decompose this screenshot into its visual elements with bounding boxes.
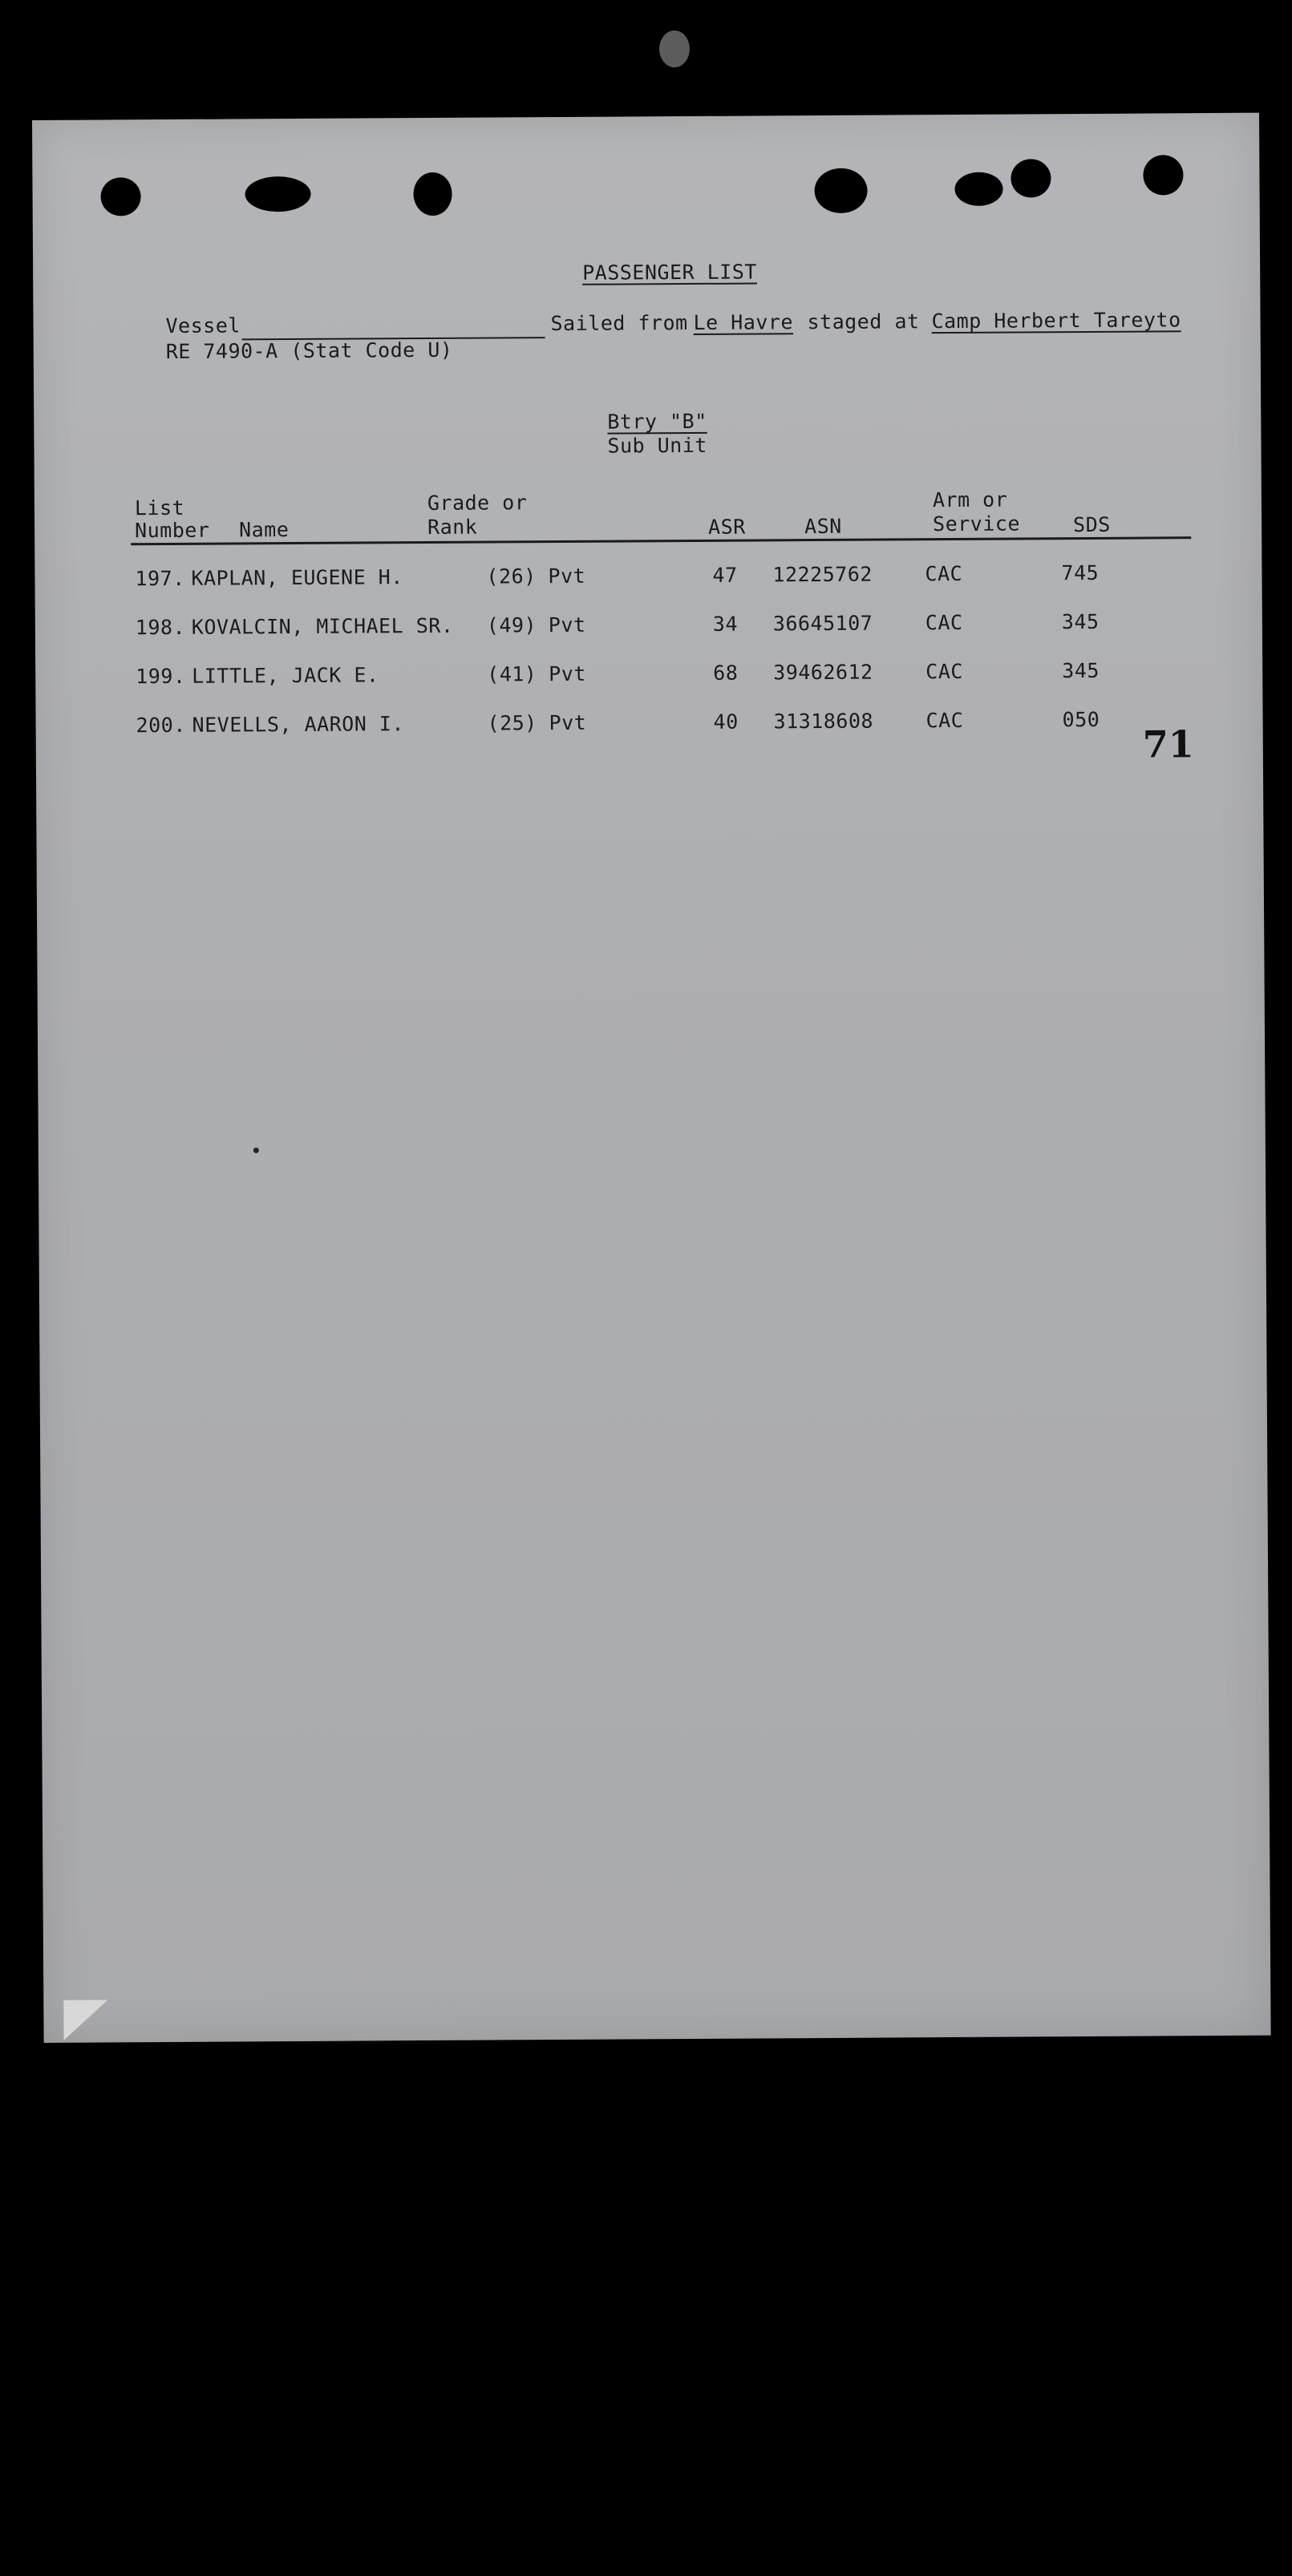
departure-port: Le Havre <box>693 310 794 334</box>
row-2-asr: 34 <box>712 612 739 636</box>
row-3-age: (41) <box>487 662 537 686</box>
punch-hole <box>1143 155 1183 195</box>
header-arm-top: Arm or <box>932 487 1008 512</box>
unit-line-1: Btry "B" <box>607 409 707 434</box>
header-list-bottom: Number <box>135 518 210 543</box>
row-4-sds: 050 <box>1062 707 1100 732</box>
staged-text: staged at <box>807 309 920 334</box>
punch-hole <box>100 177 140 216</box>
row-4-age: (25) <box>487 711 537 735</box>
row-4-asn: 31318608 <box>773 709 874 734</box>
row-4-name: NEVELLS, AARON I. <box>192 712 405 737</box>
row-1-asn: 12225762 <box>772 562 873 587</box>
vessel-label: Vessel <box>165 313 241 338</box>
header-list-top: List <box>134 495 185 520</box>
row-4-number: 200. <box>136 713 186 738</box>
header-sds: SDS <box>1073 512 1111 537</box>
ink-dot <box>253 1147 259 1153</box>
row-1-rank: Pvt <box>548 564 586 588</box>
dust-speck <box>659 30 690 67</box>
document-page <box>32 113 1271 2043</box>
punch-hole <box>245 176 310 212</box>
row-3-name: LITTLE, JACK E. <box>192 663 379 688</box>
row-3-rank: Pvt <box>549 661 586 686</box>
header-rule <box>131 536 1191 545</box>
row-4-arm: CAC <box>925 708 964 733</box>
punch-hole <box>814 168 867 213</box>
document-title: PASSENGER LIST <box>582 260 757 285</box>
header-arm-bottom: Service <box>933 512 1021 536</box>
header-grade-top: Grade or <box>427 491 528 515</box>
folded-corner <box>63 2000 107 2040</box>
page-number-stamp: 71 <box>1142 722 1194 766</box>
header-asr: ASR <box>708 515 746 539</box>
header-asn: ASN <box>804 514 842 539</box>
staging-camp: Camp Herbert Tareyto <box>931 308 1181 334</box>
row-2-name: KOVALCIN, MICHAEL SR. <box>191 613 454 639</box>
row-4-rank: Pvt <box>549 710 587 735</box>
row-1-asr: 47 <box>712 563 738 587</box>
re-code: RE 7490-A (Stat Code U) <box>165 338 453 363</box>
row-3-arm: CAC <box>925 659 963 684</box>
row-1-sds: 745 <box>1061 560 1100 585</box>
row-3-number: 199. <box>136 664 186 689</box>
punch-hole <box>413 172 452 216</box>
row-2-arm: CAC <box>925 610 963 635</box>
unit-line-2: Sub Unit <box>607 433 708 458</box>
header-name: Name <box>239 518 290 542</box>
row-4-asr: 40 <box>713 710 739 734</box>
sailed-text: Sailed from <box>550 311 688 336</box>
row-3-asr: 68 <box>713 661 739 685</box>
row-2-asn: 36645107 <box>772 611 873 636</box>
row-3-asn: 39462612 <box>773 660 873 685</box>
row-1-arm: CAC <box>925 561 963 586</box>
row-2-number: 198. <box>135 615 186 640</box>
row-2-age: (49) <box>486 613 537 637</box>
punch-hole <box>954 172 1002 206</box>
row-1-name: KAPLAN, EUGENE H. <box>191 565 403 590</box>
row-1-number: 197. <box>135 566 185 591</box>
row-1-age: (26) <box>486 564 537 588</box>
header-grade-bottom: Rank <box>427 515 478 539</box>
punch-hole <box>1011 159 1051 197</box>
row-2-rank: Pvt <box>548 613 586 637</box>
row-2-sds: 345 <box>1061 609 1100 634</box>
row-3-sds: 345 <box>1062 658 1100 683</box>
